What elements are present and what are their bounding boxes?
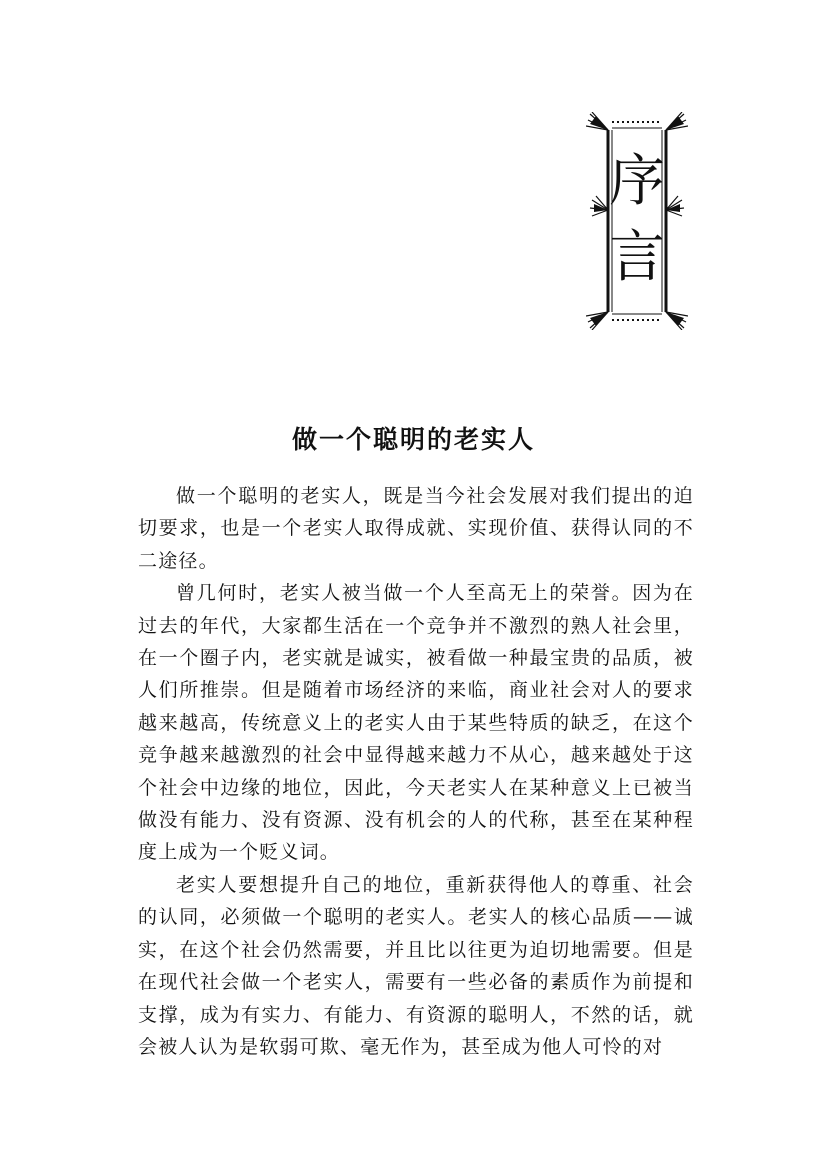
ornamental-frame-icon (586, 112, 688, 330)
preface-char-yan: 言 (609, 225, 665, 290)
article-body (138, 480, 694, 1063)
paragraph: 老实人要想提升自己的地位，重新获得他人的尊重、社会的认同，必须做一个聪明的老实人。老实人的核心品质——诚实，在这个社会仍然需要，并且比以往更为迫切地需要。但是在现代社会做一个老实人，需要有一些必备的素质作为前提和支撑，成为有实力、有能力、有资源的聪明人，不然的话，就会被人认为是软弱可欺、毫无作为，甚至成为他人可怜的对 (138, 873, 694, 1058)
paragraph: 曾几何时，老实人被当做一个人至高无上的荣誉。因为在过去的年代，大家都生活在一个竞争并不激烈的熟人社会里，在一个圈子内，老实就是诚实，被看做一种最宝贵的品质，被人们所推崇。但是随着市场经济的来临，商业社会对人的要求越来越高，传统意义上的老实人由于某些特质的缺乏，在这个竞争越来越激烈的社会中显得越来越力不从心，越来越处于这个社会中边缘的地位，因此，今天老实人在某种意义上已被当做没有能力、没有资源、没有机会的人的代称，甚至在某种程度上成为一个贬义词。 (138, 582, 694, 864)
article-title: 做一个聪明的老实人 (291, 425, 535, 454)
preface-char-xu: 序 (609, 149, 665, 214)
preface-heading (586, 112, 688, 330)
paragraph: 做一个聪明的老实人，既是当今社会发展对我们提出的迫切要求，也是一个老实人取得成就、实现价值、获得认同的不二途径。 (138, 485, 694, 572)
